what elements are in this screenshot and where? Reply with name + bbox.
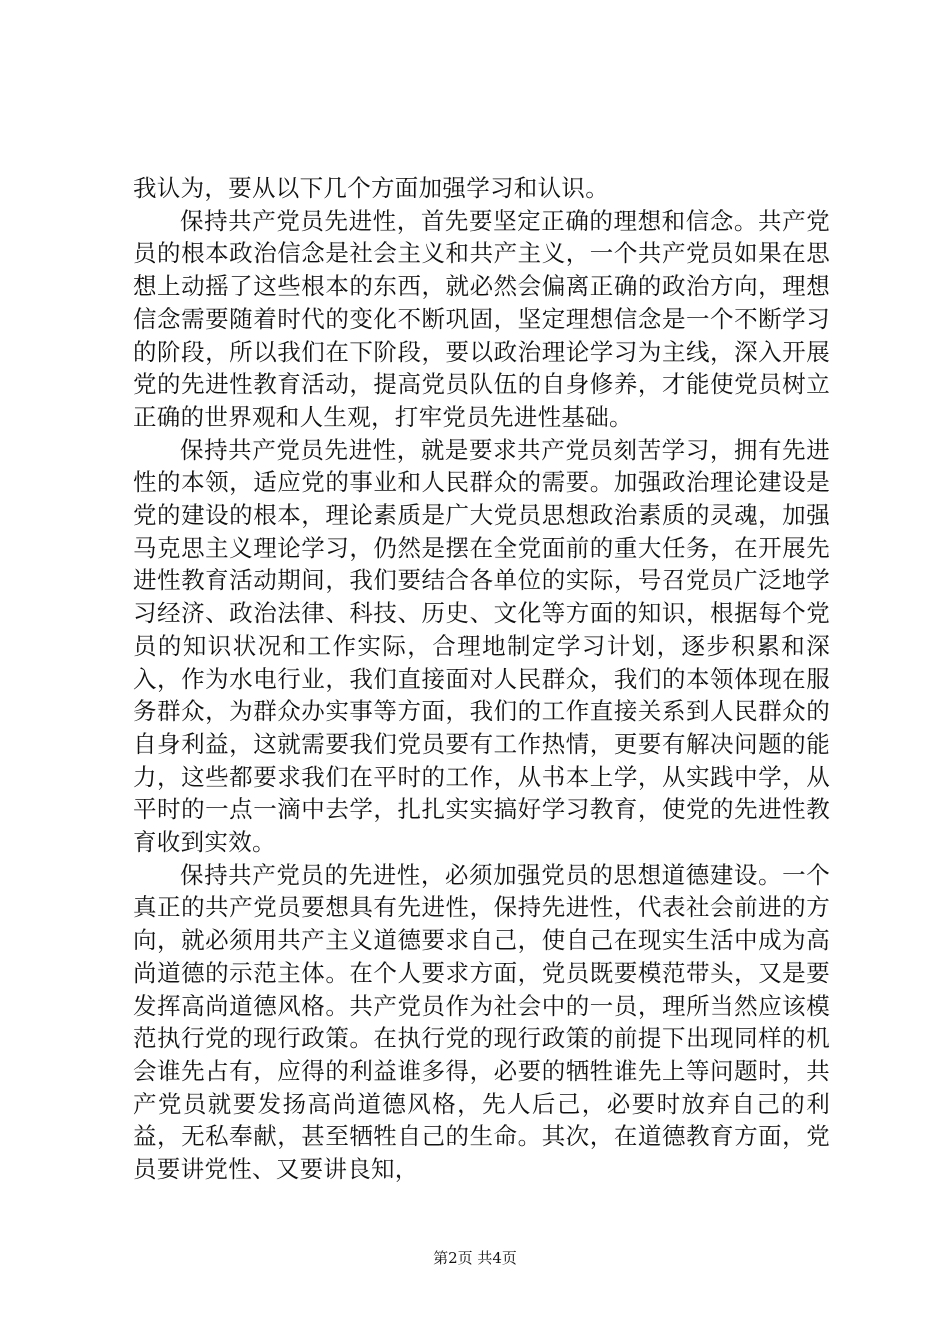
paragraph-4: 保持共产党员的先进性，必须加强党员的思想道德建设。一个真正的共产党员要想具有先进性，保持先进性，代表社会前进的方向，就必须用共产主义道德要求自己，使自己在现实生活中成为高尚道德的示范主体。在个人要求方面，党员既要模范带头，又是要发挥高尚道德风格。共产党员作为社会中的一员，理所当然应该模范执行党的现行政策。在执行党的现行政策的前提下出现同样的机会谁先占有，应得的利益谁多得，必要的牺牲谁先上等问题时，共产党员就要发扬高尚道德风格，先人后己，必要时放弃自己的利益，无私奉献，甚至牺牲自己的生命。其次，在道德教育方面，党员要讲党性、又要讲良知， xyxy=(133,860,830,1184)
paragraph-1: 我认为，要从以下几个方面加强学习和认识。 xyxy=(133,174,609,202)
paragraph-2: 保持共产党员先进性，首先要坚定正确的理想和信念。共产党员的根本政治信念是社会主义和共产主义，一个共产党员如果在思想上动摇了这些根本的东西，就必然会偏离正确的政治方向，理想信念需要随着时代的变化不断巩固，坚定理想信念是一个不断学习的阶段，所以我们在下阶段，要以政治理论学习为主线，深入开展党的先进性教育活动，提高党员队伍的自身修养，才能使党员树立正确的世界观和人生观，打牢党员先进性基础。 xyxy=(133,206,830,431)
page-number-footer: 第2页 共4页 xyxy=(433,1249,517,1267)
document-body xyxy=(133,172,830,1186)
paragraph-3: 保持共产党员先进性，就是要求共产党员刻苦学习，拥有先进性的本领，适应党的事业和人民群众的需要。加强政治理论建设是党的建设的根本，理论素质是广大党员思想政治素质的灵魂，加强马克思主义理论学习，仍然是摆在全党面前的重大任务，在开展先进性教育活动期间，我们要结合各单位的实际，号召党员广泛地学习经济、政治法律、科技、历史、文化等方面的知识，根据每个党员的知识状况和工作实际，合理地制定学习计划，逐步积累和深入，作为水电行业，我们直接面对人民群众，我们的本领体现在服务群众，为群众办实事等方面，我们的工作直接关系到人民群众的自身利益，这就需要我们党员要有工作热情，更要有解决问题的能力，这些都要求我们在平时的工作，从书本上学，从实践中学，从平时的一点一滴中去学，扎扎实实搞好学习教育，使党的先进性教育收到实效。 xyxy=(133,435,830,857)
